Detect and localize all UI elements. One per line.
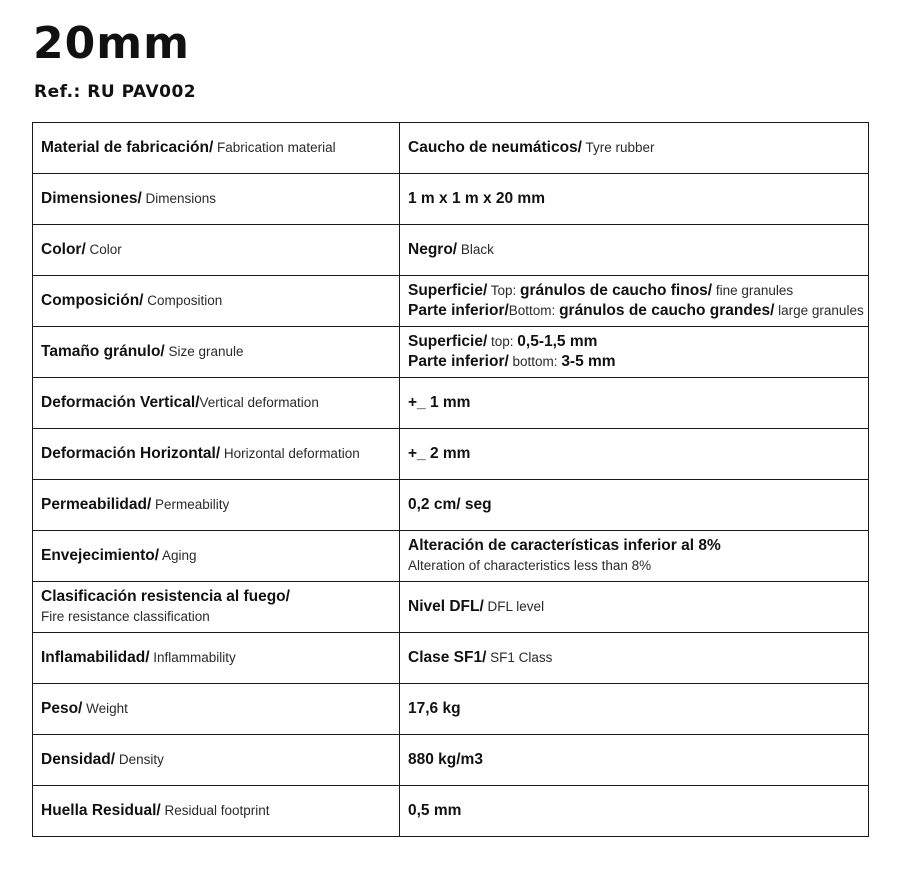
spec-value: [400, 378, 869, 429]
spec-row-density: [33, 735, 869, 786]
label-en: Permeability: [151, 497, 230, 512]
label-es: Deformación Horizontal/: [41, 445, 221, 462]
spec-value: [400, 735, 869, 786]
label-es: Densidad/: [41, 751, 116, 768]
spec-value: [400, 480, 869, 531]
label-en: Fire resistance classification: [41, 609, 210, 624]
value-en: Tyre rubber: [581, 140, 655, 155]
value-es: 1 m x 1 m x 20 mm: [408, 190, 545, 207]
spec-row-permeability: [33, 480, 869, 531]
spec-row-fire-resistance: [33, 582, 869, 633]
value-line: [408, 352, 860, 372]
label-en: Residual footprint: [160, 803, 270, 818]
spec-value: [400, 582, 869, 633]
spec-label: [33, 633, 400, 684]
value-es: 0,5 mm: [408, 802, 462, 819]
label-es: Envejecimiento/: [41, 547, 160, 564]
spec-label: [33, 684, 400, 735]
spec-value: [400, 786, 869, 837]
label-en: Size granule: [164, 344, 244, 359]
spec-label: [33, 735, 400, 786]
label-es: Tamaño gránulo/: [41, 343, 165, 360]
spec-label: [33, 531, 400, 582]
value-en: Top:: [487, 283, 521, 298]
label-es: Clasificación resistencia al fuego/: [41, 588, 290, 605]
value-es: Parte inferior/: [408, 302, 509, 319]
label-es: Huella Residual/: [41, 802, 161, 819]
label-es: Dimensiones/: [41, 190, 142, 207]
value-en: DFL level: [483, 599, 545, 614]
value-es: +_ 2 mm: [408, 445, 471, 462]
value-es: Negro/: [408, 241, 458, 258]
value-en: large granules: [774, 303, 864, 318]
spec-label: [33, 480, 400, 531]
value-line: [408, 332, 860, 352]
spec-value: [400, 276, 869, 327]
value-es: 0,5-1,5 mm: [517, 333, 598, 350]
value-es: 0,2 cm/ seg: [408, 496, 492, 513]
spec-label: [33, 276, 400, 327]
value-en: Black: [457, 242, 494, 257]
value-es: 880 kg/m3: [408, 751, 483, 768]
label-en: Color: [85, 242, 122, 257]
value-es: Superficie/: [408, 282, 488, 299]
value-es: gránulos de caucho grandes/: [559, 302, 775, 319]
spec-label: [33, 582, 400, 633]
spec-label: [33, 429, 400, 480]
spec-row-inflammability: [33, 633, 869, 684]
product-reference: Ref.: RU PAV002: [34, 82, 197, 102]
value-es: Parte inferior/: [408, 353, 509, 370]
value-en: top:: [487, 334, 518, 349]
spec-value: [400, 684, 869, 735]
label-en: Aging: [159, 548, 197, 563]
spec-value: [400, 429, 869, 480]
label-es: Composición/: [41, 292, 144, 309]
label-en: Density: [115, 752, 164, 767]
spec-value: [400, 123, 869, 174]
spec-value: [400, 327, 869, 378]
spec-label: [33, 225, 400, 276]
spec-row-material: [33, 123, 869, 174]
spec-row-granule-size: [33, 327, 869, 378]
spec-value: [400, 174, 869, 225]
label-en: Weight: [82, 701, 128, 716]
spec-value: [400, 531, 869, 582]
spec-label: [33, 378, 400, 429]
spec-label: [33, 786, 400, 837]
value-es: 3-5 mm: [561, 353, 616, 370]
label-en: Composition: [143, 293, 223, 308]
spec-value: [400, 633, 869, 684]
value-es: gránulos de caucho finos/: [520, 282, 713, 299]
label-es: Peso/: [41, 700, 83, 717]
spec-row-horizontal-deformation: [33, 429, 869, 480]
label-es: Permeabilidad/: [41, 496, 152, 513]
label-en: Horizontal deformation: [220, 446, 360, 461]
spec-row-residual-footprint: [33, 786, 869, 837]
product-title: 20mm: [33, 18, 190, 69]
value-es: +_ 1 mm: [408, 394, 471, 411]
value-en: fine granules: [712, 283, 794, 298]
label-es: Material de fabricación/: [41, 139, 214, 156]
spec-row-composition: [33, 276, 869, 327]
label-en: Vertical deformation: [199, 395, 319, 410]
value-es: Alteración de características inferior al 8%: [408, 537, 721, 554]
label-es: Inflamabilidad/: [41, 649, 150, 666]
label-en: Dimensions: [141, 191, 217, 206]
specifications-table: [32, 122, 869, 837]
spec-label: [33, 174, 400, 225]
spec-row-vertical-deformation: [33, 378, 869, 429]
value-en: Bottom:: [508, 303, 560, 318]
spec-label: [33, 327, 400, 378]
value-es: 17,6 kg: [408, 700, 461, 717]
value-es: Superficie/: [408, 333, 488, 350]
value-es: Clase SF1/: [408, 649, 487, 666]
value-line: [408, 301, 864, 321]
spec-value: [400, 225, 869, 276]
label-en: Inflammability: [149, 650, 236, 665]
value-es: Nivel DFL/: [408, 598, 484, 615]
value-en: SF1 Class: [486, 650, 553, 665]
value-en: Alteration of characteristics less than 8%: [408, 558, 652, 573]
label-es: Deformación Vertical/: [41, 394, 200, 411]
spec-row-weight: [33, 684, 869, 735]
value-en: bottom:: [508, 354, 562, 369]
spec-row-color: [33, 225, 869, 276]
spec-row-dimensions: [33, 174, 869, 225]
label-en: Fabrication material: [213, 140, 336, 155]
spec-row-aging: [33, 531, 869, 582]
value-line: [408, 281, 860, 301]
label-es: Color/: [41, 241, 86, 258]
spec-label: [33, 123, 400, 174]
value-es: Caucho de neumáticos/: [408, 139, 582, 156]
